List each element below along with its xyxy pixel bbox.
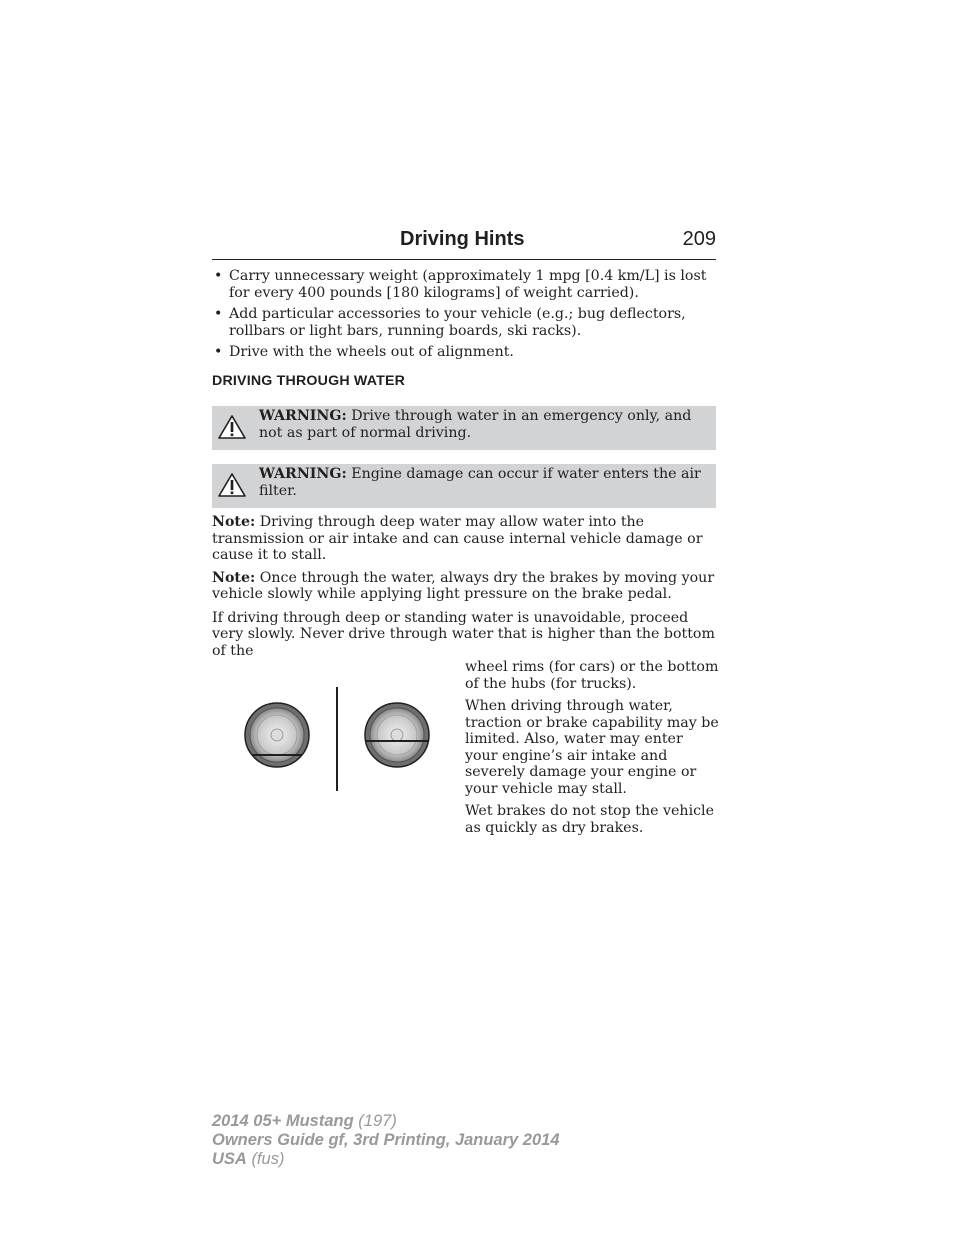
paragraph: When driving through water, traction or brake capability may be limited. Also, water may enter your engine’s air intake and severely damage your engine or your vehicle may stall. xyxy=(465,698,719,797)
note xyxy=(212,514,716,564)
page-content xyxy=(212,228,719,836)
list-item: • Carry unnecessary weight (approximately 1 mpg [0.4 km/L] is lost for every 400 pounds [180 kilograms] of weight carried). xyxy=(214,268,707,301)
wheel-text-column xyxy=(465,659,719,842)
note-label: Note: xyxy=(212,514,256,530)
warning-label: WARNING: xyxy=(259,466,347,482)
warning-label: WARNING: xyxy=(259,408,347,424)
bullet-list xyxy=(212,268,716,361)
list-item: • Drive with the wheels out of alignment. xyxy=(214,344,514,360)
warning-box xyxy=(212,406,716,450)
section-heading: DRIVING THROUGH WATER xyxy=(212,372,406,389)
warning-text: Drive through water in an emergency only, and not as part of normal driving. xyxy=(259,408,692,441)
footer-model-code: (197) xyxy=(358,1112,397,1130)
footer-guide: Owners Guide gf, 3rd Printing, January 2014 xyxy=(212,1131,560,1149)
paragraph: Wet brakes do not stop the vehicle as quickly as dry brakes. xyxy=(465,803,714,836)
note-label: Note: xyxy=(212,569,256,586)
note-text: Once through the water, always dry the brakes by moving your vehicle slowly while applying light pressure on the brake pedal. xyxy=(212,569,715,602)
warning-text: Engine damage can occur if water enters the air filter. xyxy=(259,466,701,499)
footer-market-code: (fus) xyxy=(251,1150,285,1168)
paragraph: If driving through deep or standing water is unavoidable, proceed very slowly. Never drive through water that is higher than the bottom of the xyxy=(212,609,715,659)
page-title: Driving Hints xyxy=(400,228,525,250)
bullet-icon: • xyxy=(214,268,223,284)
footer-market: USA xyxy=(212,1150,247,1168)
page-number: 209 xyxy=(682,228,716,250)
page-header xyxy=(212,228,716,260)
footer-model: 2014 05+ Mustang xyxy=(212,1112,354,1130)
note xyxy=(212,570,716,603)
wheel-water-level-illustration xyxy=(212,673,452,813)
bullet-icon: • xyxy=(214,344,223,360)
truck-wheel-icon xyxy=(365,703,429,767)
bullet-icon: • xyxy=(214,306,223,322)
note-text: Driving through deep water may allow water into the transmission or air intake and can cause internal vehicle damage or cause it to stall. xyxy=(212,514,703,563)
warning-box xyxy=(212,464,716,508)
car-wheel-icon xyxy=(245,703,309,767)
warning-triangle-icon xyxy=(217,472,247,498)
warning-triangle-icon xyxy=(217,414,247,440)
paragraph: wheel rims (for cars) or the bottom of the hubs (for trucks). xyxy=(465,659,719,692)
page-footer xyxy=(212,1112,560,1169)
list-item: • Add particular accessories to your vehicle (e.g.; bug deflectors, rollbars or light bars, running boards, ski racks). xyxy=(214,306,686,339)
